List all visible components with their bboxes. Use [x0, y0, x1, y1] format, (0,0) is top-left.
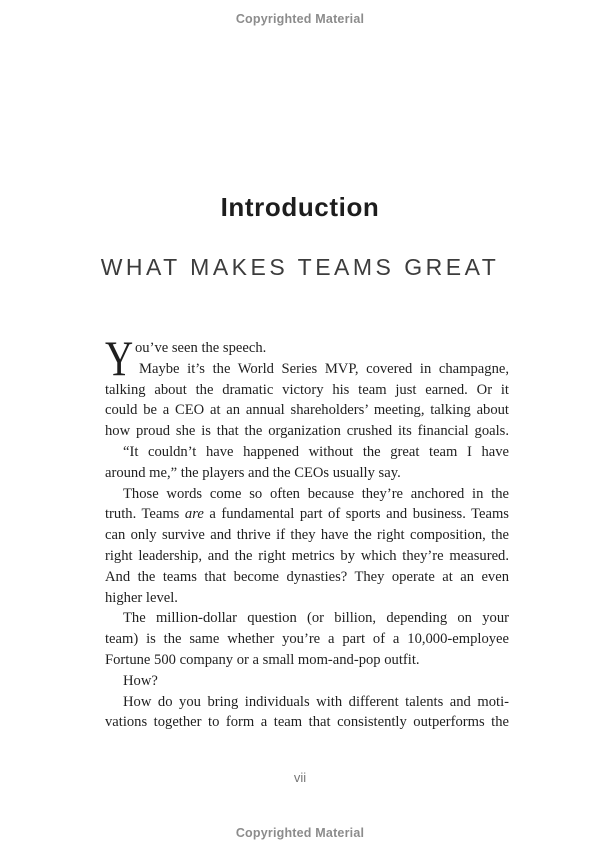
- body-text: [105, 330, 509, 733]
- body-line: ou’ve seen the speech.: [135, 340, 267, 356]
- body-line: The million-dollar question (or billion, depending on your: [123, 610, 509, 627]
- body-line: team) is the same whether you’re a part of a 10,000-employee: [105, 631, 509, 648]
- body-paragraph: [105, 338, 509, 359]
- body-line: talking about the dramatic victory his team just earned. Or it: [105, 381, 509, 398]
- dropcap-letter: Y: [105, 330, 134, 386]
- body-line: could be a CEO at an annual shareholders’ meeting, talking about: [105, 402, 509, 419]
- body-line: And the teams that become dynasties? They operate at an even: [105, 568, 509, 585]
- body-line: Fortune 500 company or a small mom-and-pop outfit.: [105, 651, 420, 668]
- body-paragraph: [105, 359, 509, 442]
- body-paragraph: [105, 442, 509, 484]
- body-line: Maybe it’s the World Series MVP, covered in champagne,: [139, 360, 509, 377]
- body-line: “It couldn’t have happened without the great team I have: [123, 443, 509, 460]
- body-line: truth. Teams are a fundamental part of sports and business. Teams: [105, 506, 509, 523]
- body-paragraph: [105, 692, 509, 734]
- copyright-notice-bottom: Copyrighted Material: [235, 826, 365, 840]
- copyright-notice-top: Copyrighted Material: [235, 12, 365, 26]
- body-line: vations together to form a team that consistently outperforms the: [105, 714, 509, 731]
- body-line: How?: [123, 672, 158, 689]
- body-paragraph: [105, 484, 509, 609]
- body-paragraph: [105, 671, 509, 692]
- body-line: can only survive and thrive if they have the right composition, the: [105, 527, 509, 544]
- body-line: Those words come so often because they’re anchored in the: [123, 485, 509, 502]
- body-line: right leadership, and the right metrics by which they’re measured.: [105, 547, 509, 564]
- body-line: around me,” the players and the CEOs usually say.: [105, 464, 401, 481]
- page-number: vii: [293, 770, 307, 785]
- body-line: how proud she is that the organization crushed its financial goals.: [105, 423, 509, 440]
- chapter-title: Introduction: [220, 192, 380, 222]
- body-paragraph: [105, 608, 509, 670]
- body-line: How do you bring individuals with different talents and moti-: [123, 693, 509, 710]
- body-line: higher level.: [105, 589, 178, 606]
- chapter-subtitle: WHAT MAKES TEAMS GREAT: [100, 254, 500, 280]
